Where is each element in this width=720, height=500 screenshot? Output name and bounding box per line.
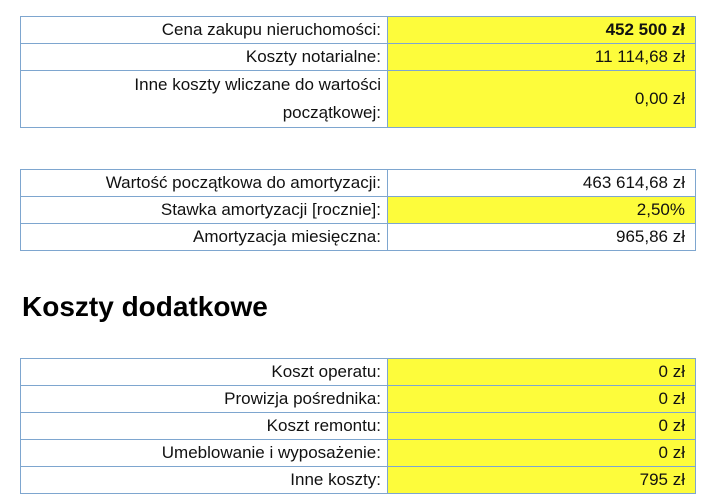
monthly-depreciation-cell[interactable]: 965,86 zł (388, 224, 696, 251)
purchase-price-cell[interactable]: 452 500 zł (388, 17, 696, 44)
table-row (21, 224, 696, 251)
table-row (21, 170, 696, 197)
purchase-price-label: Cena zakupu nieruchomości: (21, 17, 388, 44)
other-costs-cell[interactable]: 795 zł (388, 467, 696, 494)
furnishing-label: Umeblowanie i wyposażenie: (21, 440, 388, 467)
other-initial-costs-label (21, 71, 388, 128)
table-row (21, 197, 696, 224)
depreciation-table (20, 169, 696, 251)
other-initial-costs-cell[interactable]: 0,00 zł (388, 71, 696, 128)
table-row (21, 413, 696, 440)
appraisal-cost-label: Koszt operatu: (21, 359, 388, 386)
appraisal-cost-cell[interactable]: 0 zł (388, 359, 696, 386)
notary-costs-label: Koszty notarialne: (21, 44, 388, 71)
agent-commission-cell[interactable]: 0 zł (388, 386, 696, 413)
renovation-cost-cell[interactable]: 0 zł (388, 413, 696, 440)
other-initial-costs-label-line1: Inne koszty wliczane do wartości (134, 75, 381, 94)
other-initial-costs-label-line2: początkowej: (282, 103, 381, 122)
table-row (21, 17, 696, 44)
table-row (21, 71, 696, 128)
section-heading-additional-costs: Koszty dodatkowe (22, 291, 268, 322)
initial-value-cell[interactable]: 463 614,68 zł (388, 170, 696, 197)
other-costs-label: Inne koszty: (21, 467, 388, 494)
depreciation-rate-cell[interactable]: 2,50% (388, 197, 696, 224)
depreciation-rate-label: Stawka amortyzacji [rocznie]: (21, 197, 388, 224)
initial-value-label: Wartość początkowa do amortyzacji: (21, 170, 388, 197)
furnishing-cell[interactable]: 0 zł (388, 440, 696, 467)
additional-costs-table (20, 358, 696, 494)
table-row (21, 386, 696, 413)
table-row (21, 359, 696, 386)
notary-costs-cell[interactable]: 11 114,68 zł (388, 44, 696, 71)
monthly-depreciation-label: Amortyzacja miesięczna: (21, 224, 388, 251)
renovation-cost-label: Koszt remontu: (21, 413, 388, 440)
table-row (21, 467, 696, 494)
table-row (21, 44, 696, 71)
table-row (21, 440, 696, 467)
agent-commission-label: Prowizja pośrednika: (21, 386, 388, 413)
purchase-costs-table (20, 16, 696, 128)
